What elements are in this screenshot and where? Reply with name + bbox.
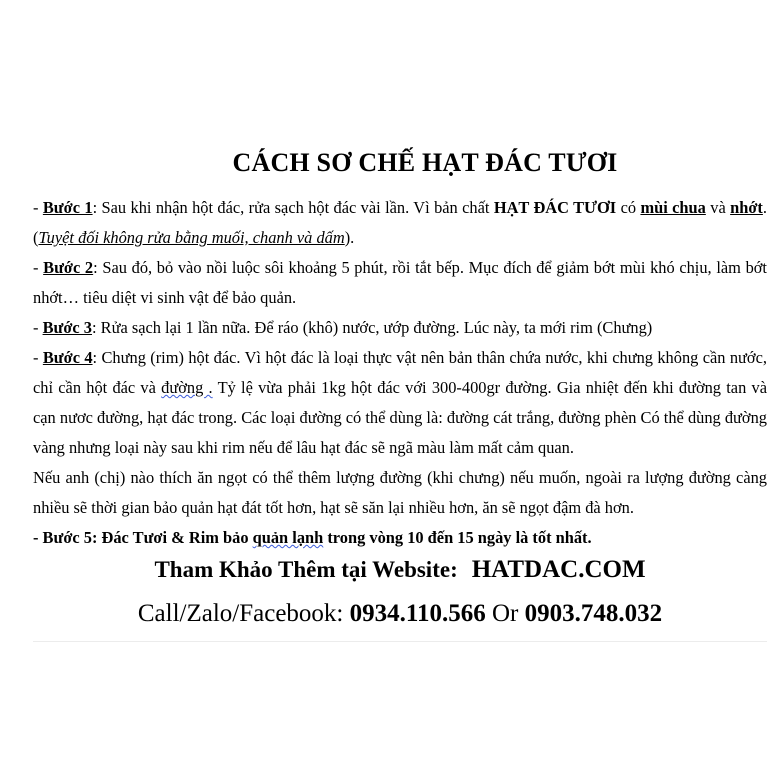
- step-5-text-b: trong vòng 10 đến 15 ngày là tốt nhất.: [323, 528, 592, 547]
- step-1-paragraph: [33, 193, 767, 253]
- phone-number-2[interactable]: 0903.748.032: [524, 600, 663, 627]
- step-1-text-c: và: [705, 198, 731, 217]
- step-5-text-a: - Bước 5: Đác Tươi & Rim bảo: [33, 528, 253, 547]
- step-3-dash: -: [33, 318, 43, 337]
- step-1-product-name: HẠT ĐÁC TƯƠI: [493, 198, 617, 217]
- step-5-paragraph: [33, 523, 767, 553]
- step-1-text-e: ).: [344, 228, 355, 247]
- step-3-text: : Rửa sạch lại 1 lần nữa. Để ráo (khô) nước, ướp đường. Lúc này, ta mới rim (Chưng): [91, 318, 653, 337]
- contact-label: Call/Zalo/Facebook:: [137, 600, 350, 627]
- phone-number-1[interactable]: 0934.110.566: [349, 600, 486, 627]
- website-label: Tham Khảo Thêm tại Website:: [154, 557, 458, 582]
- step-4-text-a: : Chưng (rim) hột đác. Vì hột đác là loại thực vật nên bản thân chứa nước, khi chưng không cần nước, chỉ cần hột đác và: [33, 348, 767, 397]
- step-4-dash: -: [33, 348, 43, 367]
- page-title: CÁCH SƠ CHẾ HẠT ĐÁC TƯƠI: [232, 148, 618, 177]
- step-1-slimy: nhớt: [730, 198, 763, 217]
- step-1-label: Bước 1: [42, 198, 93, 217]
- step-1-text-d: . (: [33, 198, 767, 247]
- step-4-label: Bước 4: [42, 348, 93, 367]
- step-5-cold-storage: quản lạnh: [252, 528, 324, 547]
- bottom-divider: [33, 641, 767, 642]
- instructions-body: [33, 193, 767, 553]
- sweetness-note-paragraph: Nếu anh (chị) nào thích ăn ngọt có thể thêm lượng đường (khi chưng) nếu muốn, ngoài ra lượng đường càng nhiều sẽ thời gian bảo quản hạt đát tốt hơn, hạt sẽ săn lại nhiều hơn, ăn sẽ ngọt đậm đà hơn.: [33, 468, 767, 517]
- step-1-text-b: có: [616, 198, 641, 217]
- step-4-sugar-word: đường .: [161, 378, 213, 397]
- step-2-label: Bước 2: [43, 258, 94, 277]
- contact-or: Or: [485, 600, 525, 627]
- step-3-label: Bước 3: [42, 318, 92, 337]
- contact-line: [0, 600, 782, 628]
- website-line: [0, 556, 782, 584]
- step-4-text-b: Tỷ lệ vừa phải 1kg hột đác với 300-400gr đường. Gia nhiệt đến khi đường tan và cạn nươc đường, hạt đác trong. Các loại đường có thể dùng là: đường cát trắng, đường phèn Có thể dùng đường vàng nhưng loại này sau khi rim nếu để lâu hạt đác sẽ ngã màu làm mất cảm quan.: [33, 378, 767, 457]
- step-1-dash: -: [33, 198, 43, 217]
- step-4-paragraph: [33, 343, 767, 463]
- step-2-dash: -: [33, 258, 44, 277]
- step-1-text-a: : Sau khi nhận hột đác, rửa sạch hột đác vài lần. Vì bản chất: [92, 198, 494, 217]
- website-url[interactable]: HATDAC.COM: [471, 556, 646, 583]
- step-2-paragraph: [33, 253, 767, 313]
- step-1-warning-note: Tuyệt đối không rửa bằng muối, chanh và dấm: [38, 228, 345, 247]
- step-2-text: : Sau đó, bỏ vào nồi luộc sôi khoảng 5 phút, rồi tắt bếp. Mục đích để giảm bớt mùi khó chịu, làm bớt nhớt… tiêu diệt vi sinh vật để bảo quản.: [33, 258, 767, 307]
- step-3-paragraph: [33, 313, 767, 343]
- step-1-sour-smell: mùi chua: [640, 198, 706, 217]
